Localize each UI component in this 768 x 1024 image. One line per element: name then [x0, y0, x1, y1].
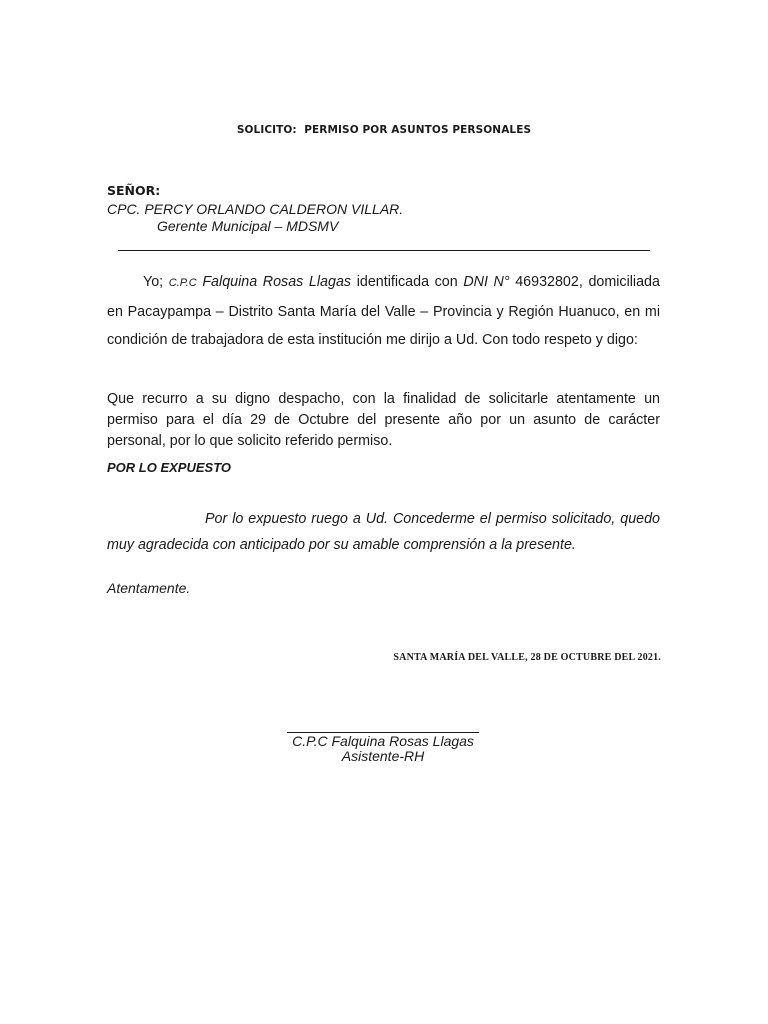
- place-date: SANTA MARÍA DEL VALLE, 28 DE OCTUBRE DEL 2021.: [393, 652, 661, 663]
- intro-identified: identificada con: [356, 274, 458, 290]
- por-lo-expuesto-heading: POR LO EXPUESTO: [107, 460, 232, 475]
- separator-line: [118, 250, 650, 251]
- request-paragraph: Que recurro a su digno despacho, con la finalidad de solicitarle atentamente un permiso para el día 29 de Octubre del presente año por un asunto de carácter personal, por lo que solicito referido permiso.: [107, 391, 660, 449]
- intro-dni-label: DNI N°: [463, 274, 510, 290]
- petition-text: Por lo expuesto ruego a Ud. Concederme el permiso solicitado, quedo muy agradecida con anticipado por su amable comprensión a la presente.: [107, 511, 660, 553]
- intro-yo: Yo;: [143, 274, 164, 290]
- closing: Atentamente.: [107, 580, 191, 596]
- intro-title: C.P.C: [168, 277, 197, 289]
- salutation: SEÑOR:: [107, 183, 161, 198]
- intro-rest: domiciliada en Pacaypampa – Distrito Santa María del Valle – Provincia y Región Huanuco, en mi condición de trabajadora de esta institución me dirijo a Ud. Con todo respeto y digo:: [107, 274, 660, 348]
- addressee-name: CPC. PERCY ORLANDO CALDERON VILLAR.: [107, 201, 404, 217]
- petition-paragraph: [107, 506, 660, 558]
- intro-paragraph: [107, 268, 660, 355]
- intro-dni-number: 46932802,: [515, 274, 583, 290]
- document-subject: SOLICITO: PERMISO POR ASUNTOS PERSONALES: [236, 124, 532, 136]
- signature-name: C.P.C Falquina Rosas Llagas: [292, 733, 474, 749]
- signature-role: Asistente-RH: [341, 748, 425, 764]
- addressee-position: Gerente Municipal – MDSMV: [157, 218, 339, 234]
- intro-name: Falquina Rosas Llagas: [202, 274, 352, 290]
